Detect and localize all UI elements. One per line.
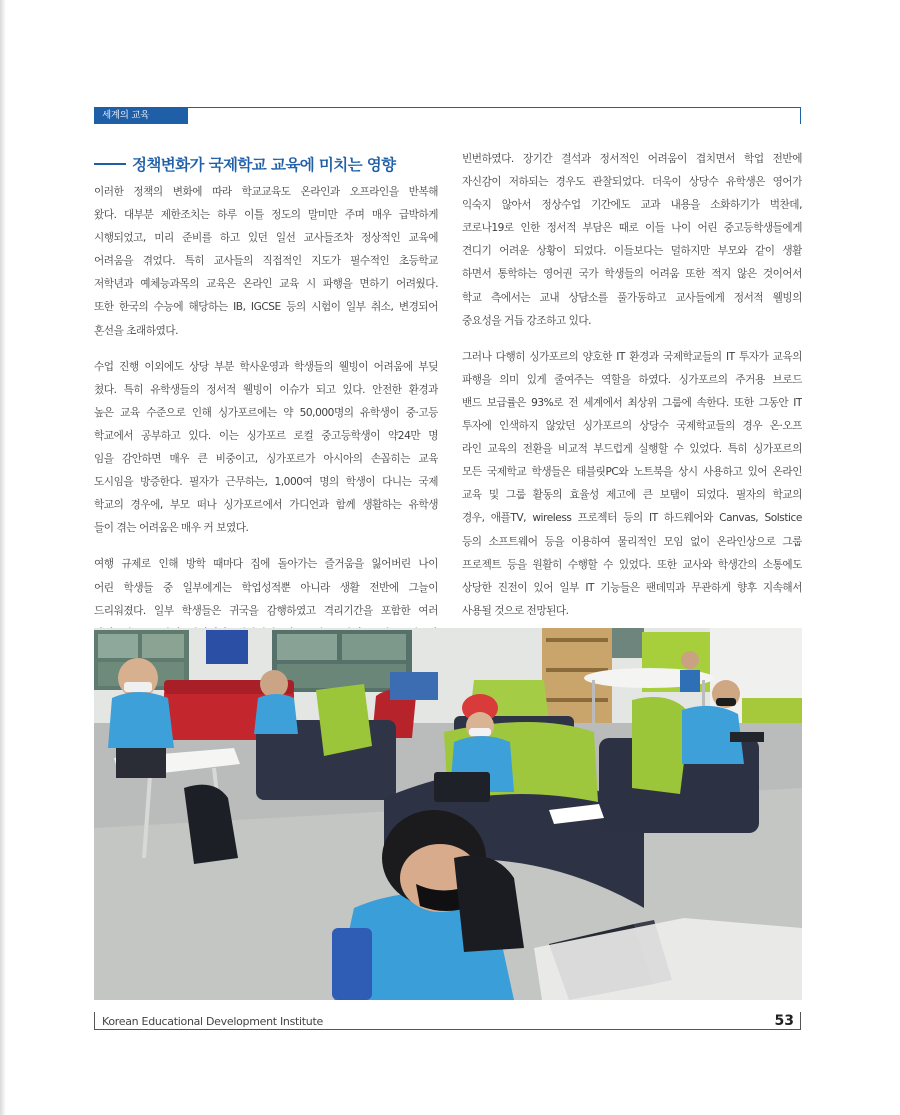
left-column (94, 181, 438, 646)
footer-rule (94, 1029, 801, 1030)
text-line: 어린 학생들 중 일부에게는 학업성적뿐 아니라 생활 전반에 그늘이 (94, 581, 438, 594)
text-line: 자신감이 저하되는 경우도 관찰되었다. 더욱이 상당수 유학생은 영어가 (462, 176, 802, 189)
text-line: 하면서 통학하는 영어권 국가 학생들의 어려움 또한 적지 않은 것이어서 (462, 268, 802, 281)
text-line: 상당한 진전이 있어 일부 IT 기능들은 팬데믹과 무관하게 향후 지속해서 (462, 581, 802, 594)
text-line: 이러한 정책의 변화에 따라 학교교육도 온라인과 오프라인을 반복해 (94, 186, 438, 198)
text-line: 파행을 의미 있게 줄여주는 역할을 하였다. 싱가포르의 주거용 브로드 (462, 373, 802, 386)
text-line: 임을 감안하면 매우 큰 비중이고, 싱가포르가 아시아의 손꼽히는 교육 (94, 453, 438, 466)
paragraph (462, 346, 802, 623)
text-line: 저학년과 예체능과목의 교육은 온라인 교육 시 파행을 면하기 어려웠다. (94, 278, 438, 291)
text-line: 수업 진행 이외에도 상당 부분 학사운영과 학생들의 웰빙이 어려움에 부딪 (94, 360, 438, 373)
paragraph (94, 181, 438, 343)
page-edge-shadow (0, 0, 6, 1115)
text-line: 높은 교육 수준으로 인해 싱가포르에는 약 50,000명의 유학생이 중·고등 (94, 406, 438, 419)
text-line: 등의 소프트웨어 등을 이용하여 물리적인 모임 없이 온라인상으로 그룹 (462, 535, 802, 548)
text-line: 쳤다. 특히 유학생들의 정서적 웰빙이 이슈가 되고 있다. 안전한 환경과 (94, 383, 438, 396)
text-line: 빈번하였다. 장기간 결석과 정서적인 어려움이 겹치면서 학업 전반에 (462, 153, 802, 165)
classroom-photo-illustration (94, 628, 802, 1000)
header-rule (188, 107, 801, 108)
text-line: 라인 교육의 전환을 비교적 부드럽게 실행할 수 있었다. 특히 싱가포르의 (462, 443, 802, 456)
text-line: 사용될 것으로 전망된다. (462, 604, 569, 617)
text-line: 시행되었고, 미리 준비를 하고 있던 일선 교사들조차 정상적인 교육에 (94, 232, 438, 245)
text-line: 여행 규제로 인해 방학 때마다 집에 돌아가는 즐거움을 잃어버린 나이 (94, 558, 438, 571)
footer-institute: Korean Educational Development Institute (102, 1015, 323, 1028)
text-line: 밴드 보급률은 93%로 전 세계에서 최상위 그룹에 속한다. 또한 그동안 IT (462, 396, 802, 409)
text-line: 투자에 인색하지 않았던 싱가포르의 상당수 국제학교들의 경우 온·오프 (462, 420, 802, 433)
text-line: 어려움을 겪었다. 특히 교사들의 직접적인 지도가 필수적인 초등학교 (94, 255, 438, 268)
page-number: 53 (774, 1013, 794, 1029)
text-line: 왔다. 대부분 제한조치는 하루 이틀 정도의 말미만 주며 매우 급박하게 (94, 209, 438, 222)
text-line: 그러나 다행히 싱가포르의 양호한 IT 환경과 국제학교들의 IT 투자가 교육의 (462, 350, 802, 363)
text-line: 도시임을 방증한다. 필자가 근무하는, 1,000여 명의 학생이 다니는 국제 (94, 476, 438, 489)
text-line: 경우, 애플TV, wireless 프로젝터 등의 IT 하드웨어와 Canvas, Solstice (462, 512, 802, 525)
text-line: 익숙지 않아서 정상수업 기간에도 교과 내용을 소화하기가 벅찬데, (462, 199, 802, 212)
paragraph (462, 148, 802, 333)
text-line: 또한 한국의 수능에 해당하는 IB, IGCSE 등의 시험이 일부 취소, 변경되어 (94, 301, 438, 314)
paragraph (94, 356, 438, 541)
text-line: 코로나19로 인한 정서적 부담은 때로 이들 나이 어린 중고등학생들에게 (462, 222, 802, 235)
footer-rule-tick (94, 1012, 95, 1029)
text-line: 프로젝트 등을 원활히 수행할 수 있었다. 또한 교사와 학생간의 소통에도 (462, 558, 802, 571)
footer-rule-tick-right (800, 1012, 801, 1029)
heading-dash (94, 163, 126, 165)
heading-text: 정책변화가 국제학교 교육에 미치는 영향 (132, 156, 396, 174)
right-column (462, 148, 802, 623)
section-tag: 세계의 교육 (94, 107, 188, 124)
classroom-photo (94, 628, 802, 1000)
text-line: 학교의 경우에, 부모 떠나 싱가포르에서 가디언과 함께 생활하는 유학생 (94, 499, 438, 512)
text-line: 모든 국제학교 학생들은 태블릿PC와 노트북을 상시 사용하고 있어 온라인 (462, 466, 802, 479)
text-line: 학교에서 공부하고 있다. 이는 싱가포르 로컬 중고등학생이 약24만 명 (94, 429, 438, 442)
text-line: 교육 및 그룹 활동의 효율성 제고에 큰 보탬이 되었다. 필자의 학교의 (462, 489, 802, 502)
text-line: 들이 겪는 어려움은 매우 커 보였다. (94, 522, 249, 535)
text-line: 혼선을 초래하였다. (94, 324, 179, 337)
header-rule-tick (800, 107, 801, 124)
text-line: 학교 측에서는 교내 상담소를 풀가동하고 교사들에게 정서적 웰빙의 (462, 291, 802, 304)
text-line: 드리워졌다. 일부 학생들은 귀국을 감행하였고 격리기간을 포함한 여러 (94, 604, 438, 617)
section-heading (94, 153, 439, 175)
text-line: 중요성을 거듭 강조하고 있다. (462, 314, 592, 327)
text-line: 견디기 어려운 상황이 되었다. 이들보다는 덜하지만 부모와 같이 생활 (462, 245, 802, 258)
